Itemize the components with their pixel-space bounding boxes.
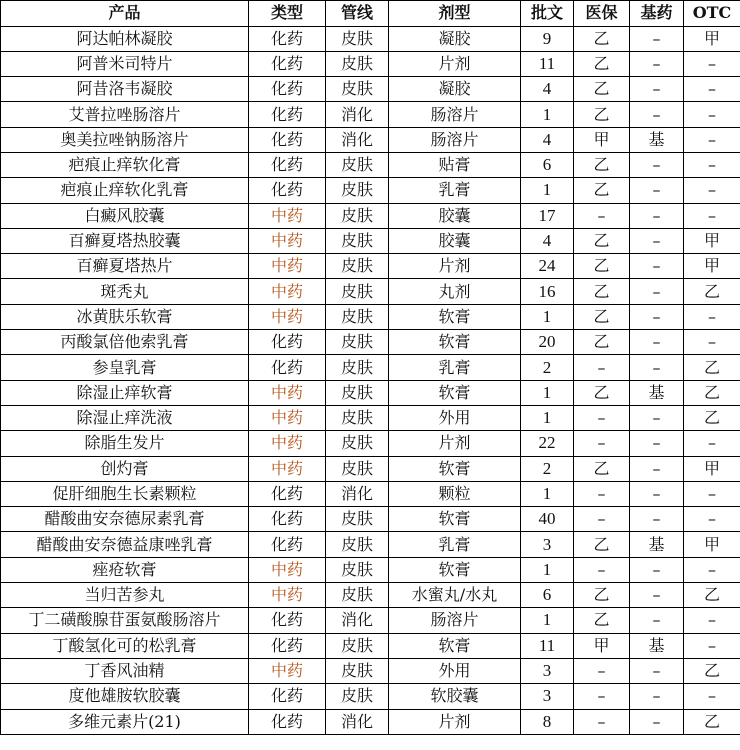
cell-dosage-form: 肠溶片 — [389, 608, 521, 633]
cell-pipeline: 皮肤 — [326, 254, 389, 279]
cell-type: 中药 — [249, 304, 326, 329]
cell-essential-drug: – — [630, 557, 684, 582]
cell-otc: 甲 — [684, 254, 740, 279]
cell-product: 百癣夏塔热片 — [1, 254, 249, 279]
cell-type: 中药 — [249, 583, 326, 608]
cell-insurance: 乙 — [574, 254, 630, 279]
cell-dosage-form: 水蜜丸/水丸 — [389, 583, 521, 608]
cell-approvals: 6 — [521, 583, 574, 608]
cell-type: 化药 — [249, 507, 326, 532]
cell-pipeline: 皮肤 — [326, 77, 389, 102]
header-pipeline: 管线 — [326, 1, 389, 27]
cell-approvals: 16 — [521, 279, 574, 304]
cell-pipeline: 消化 — [326, 127, 389, 152]
cell-otc: – — [684, 684, 740, 709]
cell-essential-drug: 基 — [630, 380, 684, 405]
cell-type: 中药 — [249, 279, 326, 304]
table-row — [1, 684, 740, 709]
cell-pipeline: 消化 — [326, 608, 389, 633]
cell-essential-drug: – — [630, 304, 684, 329]
cell-product: 醋酸曲安奈德益康唑乳膏 — [1, 532, 249, 557]
cell-approvals: 4 — [521, 77, 574, 102]
cell-otc: 乙 — [684, 279, 740, 304]
cell-pipeline: 皮肤 — [326, 26, 389, 51]
cell-pipeline: 皮肤 — [326, 405, 389, 430]
cell-insurance: – — [574, 405, 630, 430]
cell-approvals: 8 — [521, 709, 574, 734]
cell-insurance: – — [574, 709, 630, 734]
cell-otc: – — [684, 152, 740, 177]
cell-dosage-form: 片剂 — [389, 254, 521, 279]
cell-product: 醋酸曲安奈德尿素乳膏 — [1, 507, 249, 532]
cell-pipeline: 消化 — [326, 481, 389, 506]
cell-product: 丙酸氯倍他索乳膏 — [1, 330, 249, 355]
cell-product: 痤疮软膏 — [1, 557, 249, 582]
cell-essential-drug: – — [630, 102, 684, 127]
cell-insurance: 乙 — [574, 304, 630, 329]
cell-essential-drug: 基 — [630, 532, 684, 557]
cell-product: 冰黄肤乐软膏 — [1, 304, 249, 329]
table-row — [1, 203, 740, 228]
cell-essential-drug: – — [630, 51, 684, 76]
cell-approvals: 3 — [521, 684, 574, 709]
cell-otc: 乙 — [684, 405, 740, 430]
cell-type: 中药 — [249, 431, 326, 456]
cell-otc: – — [684, 102, 740, 127]
cell-essential-drug: – — [630, 77, 684, 102]
cell-pipeline: 皮肤 — [326, 203, 389, 228]
cell-dosage-form: 软膏 — [389, 557, 521, 582]
cell-pipeline: 皮肤 — [326, 633, 389, 658]
table-row — [1, 557, 740, 582]
cell-dosage-form: 片剂 — [389, 709, 521, 734]
cell-approvals: 24 — [521, 254, 574, 279]
table-row — [1, 279, 740, 304]
cell-insurance: – — [574, 684, 630, 709]
cell-pipeline: 皮肤 — [326, 507, 389, 532]
cell-essential-drug: – — [630, 507, 684, 532]
cell-otc: 甲 — [684, 532, 740, 557]
cell-dosage-form: 软膏 — [389, 507, 521, 532]
cell-type: 化药 — [249, 608, 326, 633]
header-row — [1, 1, 740, 27]
cell-otc: – — [684, 304, 740, 329]
cell-insurance: 乙 — [574, 178, 630, 203]
cell-dosage-form: 肠溶片 — [389, 127, 521, 152]
cell-approvals: 6 — [521, 152, 574, 177]
cell-approvals: 22 — [521, 431, 574, 456]
cell-product: 当归苦参丸 — [1, 583, 249, 608]
cell-essential-drug: – — [630, 254, 684, 279]
cell-pipeline: 皮肤 — [326, 658, 389, 683]
cell-approvals: 1 — [521, 380, 574, 405]
cell-essential-drug: – — [630, 330, 684, 355]
cell-essential-drug: – — [630, 228, 684, 253]
cell-type: 化药 — [249, 102, 326, 127]
cell-approvals: 1 — [521, 102, 574, 127]
cell-essential-drug: 基 — [630, 127, 684, 152]
table-row — [1, 507, 740, 532]
cell-otc: – — [684, 557, 740, 582]
cell-essential-drug: – — [630, 608, 684, 633]
cell-essential-drug: – — [630, 355, 684, 380]
table-row — [1, 330, 740, 355]
cell-otc: 乙 — [684, 380, 740, 405]
header-approvals: 批文 — [521, 1, 574, 27]
cell-essential-drug: – — [630, 709, 684, 734]
cell-pipeline: 皮肤 — [326, 684, 389, 709]
cell-insurance: 乙 — [574, 228, 630, 253]
table-row — [1, 608, 740, 633]
cell-insurance: – — [574, 355, 630, 380]
cell-product: 白癜风胶囊 — [1, 203, 249, 228]
cell-product: 度他雄胺软胶囊 — [1, 684, 249, 709]
cell-pipeline: 皮肤 — [326, 583, 389, 608]
table-row — [1, 178, 740, 203]
cell-type: 化药 — [249, 633, 326, 658]
cell-product: 阿昔洛韦凝胶 — [1, 77, 249, 102]
cell-otc: – — [684, 633, 740, 658]
cell-product: 丁酸氢化可的松乳膏 — [1, 633, 249, 658]
cell-type: 中药 — [249, 658, 326, 683]
cell-insurance: 乙 — [574, 51, 630, 76]
cell-type: 中药 — [249, 203, 326, 228]
cell-dosage-form: 乳膏 — [389, 178, 521, 203]
cell-insurance: – — [574, 557, 630, 582]
cell-dosage-form: 肠溶片 — [389, 102, 521, 127]
table-row — [1, 456, 740, 481]
cell-approvals: 4 — [521, 228, 574, 253]
cell-otc: 乙 — [684, 658, 740, 683]
table-row — [1, 127, 740, 152]
cell-approvals: 1 — [521, 557, 574, 582]
cell-type: 中药 — [249, 228, 326, 253]
table-row — [1, 583, 740, 608]
cell-product: 阿达帕林凝胶 — [1, 26, 249, 51]
cell-otc: 甲 — [684, 228, 740, 253]
cell-product: 疤痕止痒软化膏 — [1, 152, 249, 177]
cell-insurance: – — [574, 507, 630, 532]
cell-type: 化药 — [249, 26, 326, 51]
cell-type: 化药 — [249, 330, 326, 355]
cell-product: 除脂生发片 — [1, 431, 249, 456]
table-row — [1, 380, 740, 405]
cell-pipeline: 皮肤 — [326, 431, 389, 456]
cell-approvals: 2 — [521, 355, 574, 380]
cell-otc: – — [684, 481, 740, 506]
cell-otc: 乙 — [684, 709, 740, 734]
cell-otc: 乙 — [684, 355, 740, 380]
cell-type: 中药 — [249, 557, 326, 582]
cell-otc: – — [684, 51, 740, 76]
cell-insurance: – — [574, 481, 630, 506]
table-row — [1, 254, 740, 279]
cell-pipeline: 皮肤 — [326, 228, 389, 253]
cell-approvals: 1 — [521, 481, 574, 506]
table-row — [1, 405, 740, 430]
cell-insurance: 乙 — [574, 26, 630, 51]
cell-product: 除湿止痒软膏 — [1, 380, 249, 405]
cell-insurance: 乙 — [574, 152, 630, 177]
cell-otc: – — [684, 507, 740, 532]
cell-essential-drug: – — [630, 481, 684, 506]
cell-pipeline: 皮肤 — [326, 380, 389, 405]
cell-product: 多维元素片(21) — [1, 709, 249, 734]
cell-type: 化药 — [249, 355, 326, 380]
cell-product: 阿普米司特片 — [1, 51, 249, 76]
header-essential-drug: 基药 — [630, 1, 684, 27]
cell-dosage-form: 软膏 — [389, 456, 521, 481]
cell-dosage-form: 凝胶 — [389, 77, 521, 102]
cell-product: 奥美拉唑钠肠溶片 — [1, 127, 249, 152]
cell-essential-drug: 基 — [630, 633, 684, 658]
cell-type: 化药 — [249, 77, 326, 102]
cell-pipeline: 皮肤 — [326, 557, 389, 582]
table-row — [1, 228, 740, 253]
cell-insurance: – — [574, 203, 630, 228]
cell-product: 创灼膏 — [1, 456, 249, 481]
cell-essential-drug: – — [630, 431, 684, 456]
cell-dosage-form: 胶囊 — [389, 228, 521, 253]
table-row — [1, 152, 740, 177]
table-row — [1, 51, 740, 76]
cell-type: 中药 — [249, 405, 326, 430]
cell-product: 丁香风油精 — [1, 658, 249, 683]
header-insurance: 医保 — [574, 1, 630, 27]
cell-type: 化药 — [249, 532, 326, 557]
cell-essential-drug: – — [630, 26, 684, 51]
cell-approvals: 17 — [521, 203, 574, 228]
cell-essential-drug: – — [630, 203, 684, 228]
cell-approvals: 2 — [521, 456, 574, 481]
cell-pipeline: 消化 — [326, 102, 389, 127]
cell-type: 化药 — [249, 51, 326, 76]
cell-type: 中药 — [249, 380, 326, 405]
cell-type: 化药 — [249, 709, 326, 734]
cell-pipeline: 皮肤 — [326, 355, 389, 380]
cell-essential-drug: – — [630, 684, 684, 709]
cell-essential-drug: – — [630, 583, 684, 608]
cell-otc: – — [684, 178, 740, 203]
cell-insurance: 乙 — [574, 608, 630, 633]
cell-dosage-form: 乳膏 — [389, 532, 521, 557]
cell-insurance: 乙 — [574, 102, 630, 127]
cell-pipeline: 皮肤 — [326, 532, 389, 557]
cell-pipeline: 皮肤 — [326, 304, 389, 329]
cell-pipeline: 皮肤 — [326, 456, 389, 481]
cell-otc: – — [684, 431, 740, 456]
cell-dosage-form: 软胶囊 — [389, 684, 521, 709]
cell-insurance: 乙 — [574, 380, 630, 405]
cell-insurance: 乙 — [574, 583, 630, 608]
cell-type: 化药 — [249, 684, 326, 709]
cell-approvals: 20 — [521, 330, 574, 355]
cell-dosage-form: 软膏 — [389, 633, 521, 658]
cell-otc: – — [684, 330, 740, 355]
cell-product: 参皇乳膏 — [1, 355, 249, 380]
cell-essential-drug: – — [630, 152, 684, 177]
cell-essential-drug: – — [630, 658, 684, 683]
cell-approvals: 1 — [521, 405, 574, 430]
cell-approvals: 1 — [521, 608, 574, 633]
cell-dosage-form: 软膏 — [389, 330, 521, 355]
table-row — [1, 102, 740, 127]
cell-dosage-form: 颗粒 — [389, 481, 521, 506]
cell-product: 除湿止痒洗液 — [1, 405, 249, 430]
cell-insurance: 乙 — [574, 279, 630, 304]
cell-approvals: 11 — [521, 633, 574, 658]
cell-type: 中药 — [249, 254, 326, 279]
cell-dosage-form: 乳膏 — [389, 355, 521, 380]
cell-otc: – — [684, 77, 740, 102]
cell-essential-drug: – — [630, 178, 684, 203]
header-dosage-form: 剂型 — [389, 1, 521, 27]
cell-dosage-form: 贴膏 — [389, 152, 521, 177]
cell-dosage-form: 软膏 — [389, 304, 521, 329]
cell-approvals: 11 — [521, 51, 574, 76]
cell-type: 化药 — [249, 127, 326, 152]
cell-essential-drug: – — [630, 405, 684, 430]
cell-pipeline: 皮肤 — [326, 279, 389, 304]
table-row — [1, 77, 740, 102]
cell-dosage-form: 丸剂 — [389, 279, 521, 304]
cell-pipeline: 皮肤 — [326, 178, 389, 203]
cell-dosage-form: 片剂 — [389, 431, 521, 456]
cell-pipeline: 皮肤 — [326, 152, 389, 177]
cell-insurance: – — [574, 431, 630, 456]
cell-dosage-form: 软膏 — [389, 380, 521, 405]
cell-product: 丁二磺酸腺苷蛋氨酸肠溶片 — [1, 608, 249, 633]
cell-otc: – — [684, 203, 740, 228]
cell-approvals: 1 — [521, 304, 574, 329]
cell-otc: 乙 — [684, 583, 740, 608]
cell-insurance: 乙 — [574, 532, 630, 557]
cell-pipeline: 消化 — [326, 709, 389, 734]
cell-type: 中药 — [249, 456, 326, 481]
cell-pipeline: 皮肤 — [326, 330, 389, 355]
cell-dosage-form: 外用 — [389, 405, 521, 430]
cell-dosage-form: 外用 — [389, 658, 521, 683]
table-row — [1, 532, 740, 557]
cell-otc: 甲 — [684, 26, 740, 51]
cell-product: 百癣夏塔热胶囊 — [1, 228, 249, 253]
cell-otc: – — [684, 127, 740, 152]
table-row — [1, 431, 740, 456]
cell-dosage-form: 胶囊 — [389, 203, 521, 228]
cell-type: 化药 — [249, 481, 326, 506]
cell-insurance: 乙 — [574, 77, 630, 102]
cell-insurance: 甲 — [574, 127, 630, 152]
cell-dosage-form: 片剂 — [389, 51, 521, 76]
cell-approvals: 9 — [521, 26, 574, 51]
table-row — [1, 658, 740, 683]
table-row — [1, 481, 740, 506]
cell-product: 促肝细胞生长素颗粒 — [1, 481, 249, 506]
cell-type: 化药 — [249, 178, 326, 203]
cell-type: 化药 — [249, 152, 326, 177]
header-product: 产品 — [1, 1, 249, 27]
cell-insurance: 乙 — [574, 456, 630, 481]
table-row — [1, 26, 740, 51]
cell-dosage-form: 凝胶 — [389, 26, 521, 51]
table-row — [1, 709, 740, 734]
cell-approvals: 4 — [521, 127, 574, 152]
cell-product: 斑秃丸 — [1, 279, 249, 304]
cell-product: 艾普拉唑肠溶片 — [1, 102, 249, 127]
cell-insurance: 乙 — [574, 330, 630, 355]
cell-essential-drug: – — [630, 456, 684, 481]
cell-product: 疤痕止痒软化乳膏 — [1, 178, 249, 203]
table-row — [1, 355, 740, 380]
cell-otc: – — [684, 608, 740, 633]
cell-essential-drug: – — [630, 279, 684, 304]
cell-otc: 甲 — [684, 456, 740, 481]
cell-approvals: 40 — [521, 507, 574, 532]
table-row — [1, 633, 740, 658]
cell-insurance: – — [574, 658, 630, 683]
header-type: 类型 — [249, 1, 326, 27]
cell-pipeline: 皮肤 — [326, 51, 389, 76]
cell-approvals: 3 — [521, 532, 574, 557]
header-otc: OTC — [684, 1, 740, 27]
cell-approvals: 1 — [521, 178, 574, 203]
table-row — [1, 304, 740, 329]
cell-approvals: 3 — [521, 658, 574, 683]
cell-insurance: 甲 — [574, 633, 630, 658]
